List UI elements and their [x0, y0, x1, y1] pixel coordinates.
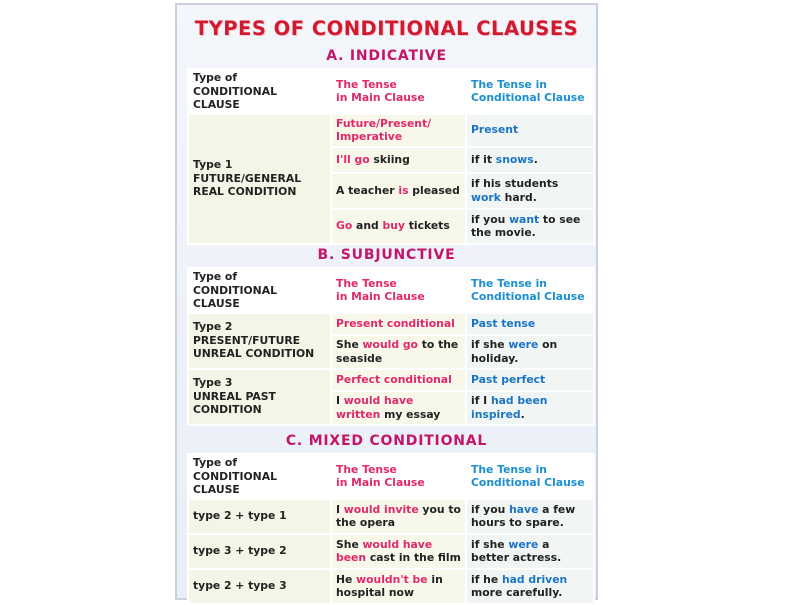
section-heading-subjunctive: B. SUBJUNCTIVE	[317, 247, 456, 263]
example-cond: if you have a few hours to spare.	[466, 499, 594, 534]
example-cond: if I had been inspired.	[466, 391, 594, 425]
example-cond: if you want to see the movie.	[466, 209, 594, 244]
example-main: She would have been cast in the film	[331, 534, 466, 569]
example-main: She would go to the seaside	[331, 335, 466, 369]
example-main: I would have written my essay	[331, 391, 466, 425]
type-cell: type 3 + type 2	[188, 534, 331, 569]
table-header-row	[188, 69, 594, 114]
header-cond-tense: The Tense in Conditional Clause	[466, 69, 594, 114]
table-row	[188, 114, 594, 147]
example-cond: if it snows.	[466, 147, 594, 173]
mixed-table	[187, 453, 595, 605]
table-row	[188, 369, 594, 391]
example-cond: if she were a better actress.	[466, 534, 594, 569]
poster-title: TYPES OF CONDITIONAL CLAUSES	[194, 17, 579, 40]
main-tense-cell: Perfect conditional	[331, 369, 466, 391]
header-cond-tense: The Tense in Conditional Clause	[466, 268, 594, 313]
cond-tense-cell: Present	[466, 114, 594, 147]
example-main: A teacher is pleased	[331, 173, 466, 209]
main-tense-cell: Future/Present/ Imperative	[331, 114, 466, 147]
type-cell: Type 3 UNREAL PAST CONDITION	[188, 369, 331, 425]
type-cell: type 2 + type 3	[188, 569, 331, 604]
example-main: Go and buy tickets	[331, 209, 466, 244]
table-row	[188, 499, 594, 534]
example-main: He wouldn't be in hospital now	[331, 569, 466, 604]
example-main: I would invite you to the opera	[331, 499, 466, 534]
type-cell: Type 1 FUTURE/GENERAL REAL CONDITION	[188, 114, 331, 244]
table-row	[188, 569, 594, 604]
indicative-table	[187, 68, 595, 245]
main-tense-cell: Present conditional	[331, 313, 466, 335]
section-heading-mixed: C. MIXED CONDITIONAL	[285, 433, 488, 449]
type-cell: type 2 + type 1	[188, 499, 331, 534]
poster	[175, 3, 598, 600]
header-main-tense: The Tense in Main Clause	[331, 454, 466, 499]
header-type: Type of CONDITIONAL CLAUSE	[188, 268, 331, 313]
header-type: Type of CONDITIONAL CLAUSE	[188, 69, 331, 114]
header-cond-tense: The Tense in Conditional Clause	[466, 454, 594, 499]
table-row	[188, 313, 594, 335]
header-main-tense: The Tense in Main Clause	[331, 268, 466, 313]
table-header-row	[188, 268, 594, 313]
example-cond: if his students work hard.	[466, 173, 594, 209]
section-heading-indicative: A. INDICATIVE	[326, 48, 447, 64]
type-cell: Type 2 PRESENT/FUTURE UNREAL CONDITION	[188, 313, 331, 369]
table-row	[188, 534, 594, 569]
header-type: Type of CONDITIONAL CLAUSE	[188, 454, 331, 499]
header-main-tense: The Tense in Main Clause	[331, 69, 466, 114]
cond-tense-cell: Past perfect	[466, 369, 594, 391]
example-main: I'll go skiing	[331, 147, 466, 173]
example-cond: if he had driven more carefully.	[466, 569, 594, 604]
table-header-row	[188, 454, 594, 499]
cond-tense-cell: Past tense	[466, 313, 594, 335]
subjunctive-table	[187, 267, 595, 426]
example-cond: if she were on holiday.	[466, 335, 594, 369]
